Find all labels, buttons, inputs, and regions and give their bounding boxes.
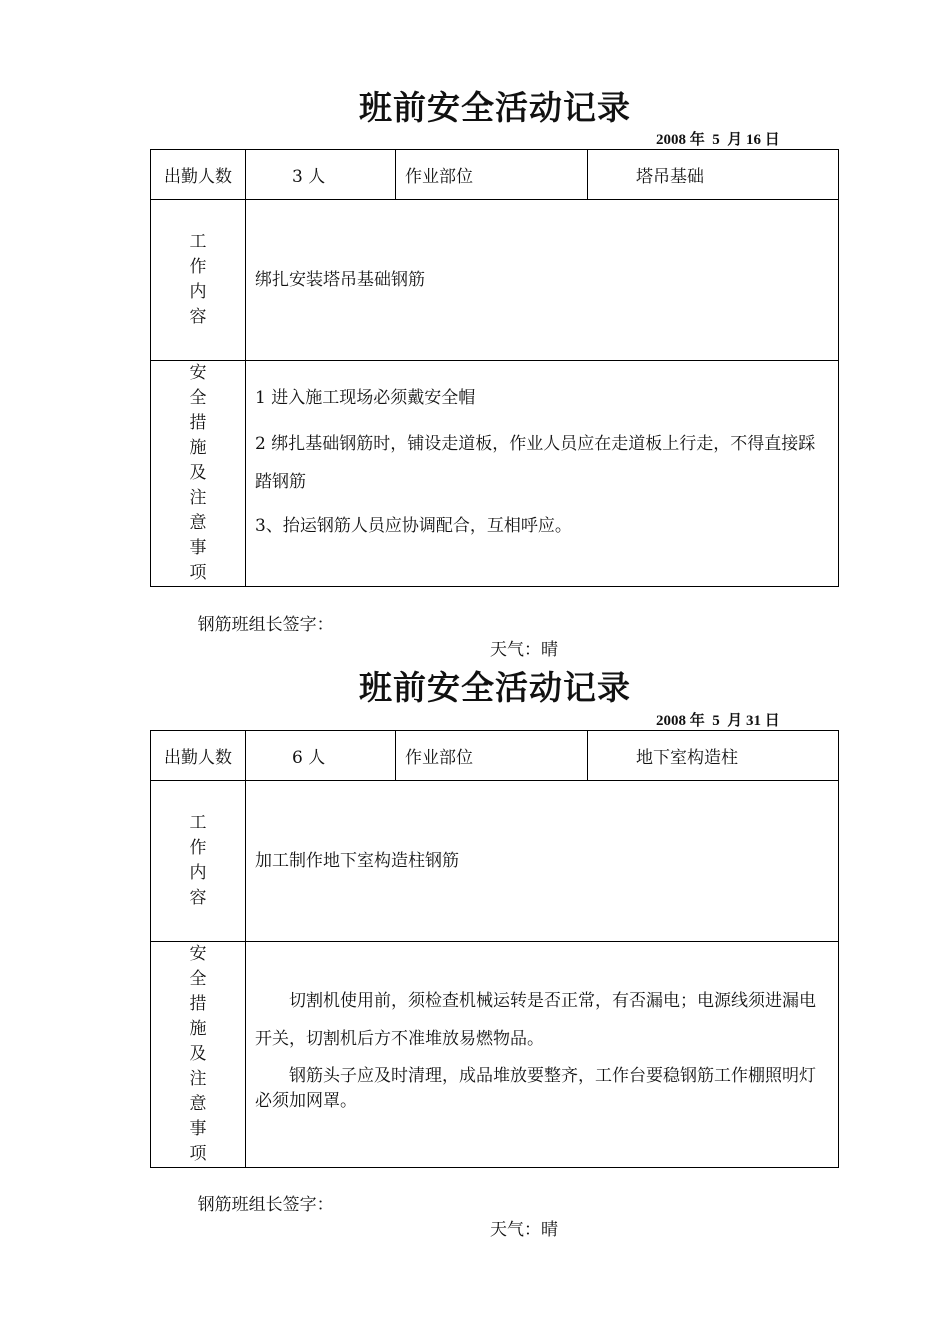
safety-item: 2 绑扎基础钢筋时，铺设走道板，作业人员应在走道板上行走，不得直接踩踏钢筋: [255, 434, 816, 492]
page-title: 班前安全活动记录: [359, 668, 631, 707]
location-value: 地下室构造柱: [588, 731, 839, 781]
location-value: 塔吊基础: [588, 150, 839, 200]
safety-measures-label: 安 全 措 施 及 注 意 事 项: [151, 361, 246, 587]
location-label: 作业部位: [396, 150, 588, 200]
work-content: 加工制作地下室构造柱钢筋: [246, 781, 839, 942]
attendance-value: 6 人: [246, 731, 396, 781]
record-table: [150, 730, 839, 1168]
page-title: 班前安全活动记录: [359, 88, 631, 127]
safety-measures: [246, 942, 839, 1168]
signature-label: 钢筋班组长签字：: [197, 615, 334, 635]
attendance-label: 出勤人数: [151, 150, 246, 200]
safety-measures: [246, 361, 839, 587]
record-footer: [176, 1170, 558, 1255]
record-date: 2008 年 5 月 16 日: [656, 132, 780, 148]
location-label: 作业部位: [396, 731, 588, 781]
record-table: [150, 149, 839, 587]
weather-label: 天气：晴: [490, 640, 558, 660]
weather-label: 天气：晴: [490, 1220, 558, 1240]
safety-item: 3、抬运钢筋人员应协调配合，互相呼应。: [255, 516, 572, 536]
signature-label: 钢筋班组长签字：: [197, 1195, 334, 1215]
work-content-label: 工 作 内 容: [151, 200, 246, 361]
work-content-label: 工 作 内 容: [151, 781, 246, 942]
attendance-value: 3 人: [246, 150, 396, 200]
safety-item: 切割机使用前，须检查机械运转是否正常，有否漏电；电源线须进漏电开关，切割机后方不准堆放易燃物品。: [255, 991, 816, 1049]
safety-item: 钢筋头子应及时清理，成品堆放要整齐，工作台要稳钢筋工作棚照明灯必须加网罩。: [255, 1066, 816, 1111]
work-content: 绑扎安装塔吊基础钢筋: [246, 200, 839, 361]
attendance-label: 出勤人数: [151, 731, 246, 781]
safety-measures-label: 安 全 措 施 及 注 意 事 项: [151, 942, 246, 1168]
record-date: 2008 年 5 月 31 日: [656, 713, 780, 729]
safety-item: 1 进入施工现场必须戴安全帽: [255, 388, 476, 408]
